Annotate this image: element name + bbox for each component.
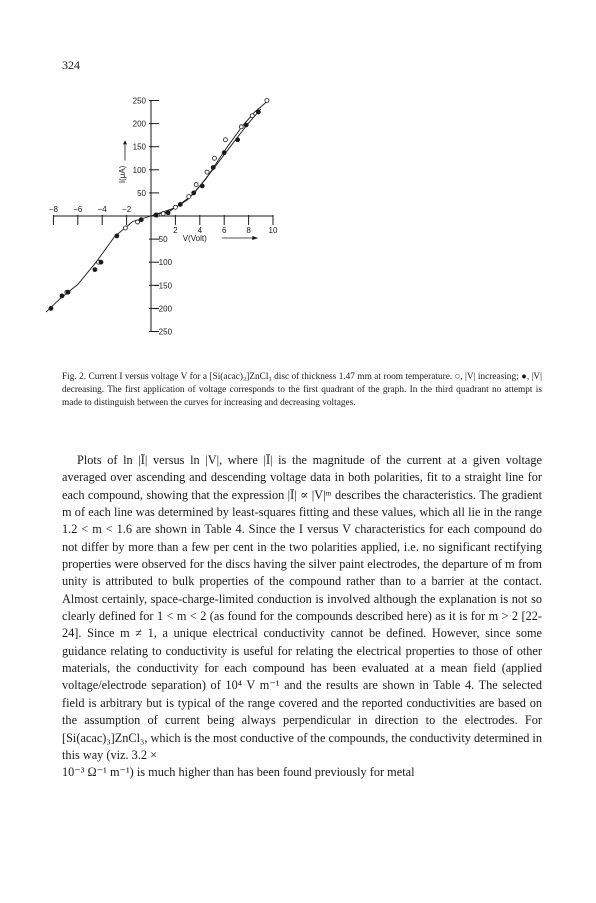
x-tick-label: −2 [122,205,132,214]
decreasing-point [200,184,204,188]
increasing-point [123,226,127,230]
y-tick-label: 50 [137,188,146,198]
increasing-point [250,114,254,118]
y-tick-label: −100 [154,258,173,268]
x-axis-label: V(Volt) [182,234,207,243]
page-number: 324 [62,58,80,72]
increasing-point [212,156,216,160]
body-paragraph: Plots of ln |Ī| versus ln |V|, where |Ī| is the magnitude of the current at a given voltage averaged over ascending and descending voltage data in both polarities, fit to a straight line for each compound, showing that the expression |Ī| ∝ |V|ᵐ describes the characteristics. The gradient m of each line was determined by least-squares fitting and these values, which all lie in the range 1.2 < m < 1.6 are shown in Table 4. Since the I versus V characteristics for each compound do not differ by more than a few per cent in the two polarities applied, i.e. no significant rectifying properties were observed for the discs having the silver paint electrodes, the departure of m from unity is attributed to bulk properties of the compound rather than to a barrier at the contact. Almost certainly, space-charge-limited conduction is involved although the explanation is not so clearly defined for 1 < m < 2 (as found for the compounds described here) as it is for m > 2 [22-24]. Since m ≠ 1, a unique electrical conductivity cannot be defined. However, since some guidance relating to conductivity is useful for relating the electrical properties to those of other materials, the conductivity for each compound has been evaluated at a mean field (applied voltage/electrode separation) of 10⁴ V m⁻¹ and the results are shown in Table 4. The selected field is arbitrary but is typical of the range covered and the reported conductivities are based on the assumption of current being always perpendicular in direction to the electrodes. For [Si(acac)₃]ZnCl₃, which is the most conductive of the compounds, the conductivity determined in this way (viz. 3.2 × [62,453,542,762]
y-tick-label: −250 [154,327,173,337]
figure-caption: Fig. 2. Current I versus voltage V for a [Si(acac)₃]ZnCl₃ disc of thickness 1.47 mm at room temperature. ○, |V| increasing; ●, |V| decreasing. The first application of voltage corresponds to the first quadrant of the graph. In the third quadrant no attempt is made to distinguish between the curves for increasing and decreasing voltages. [62,372,542,409]
x-tick-label: 6 [221,226,227,235]
decreasing-point [139,218,143,222]
x-tick-label: −6 [73,205,83,214]
y-tick-label: −150 [154,281,173,291]
decreasing-point [49,306,53,310]
increasing-point [136,220,140,224]
decreasing-point [222,151,226,155]
y-axis-arrow-head [123,140,127,144]
iv-chart [0,90,596,370]
x-axis-arrow-head [252,236,258,240]
decreasing-point [211,165,215,169]
body-text [62,452,542,780]
y-tick-label: 250 [132,96,146,106]
x-tick-label: 2 [173,226,178,235]
y-tick-label: −200 [154,304,173,314]
decreasing-point [60,294,64,298]
decreasing-point [99,260,103,264]
increasing-point [187,195,191,199]
decreasing-point [256,110,260,114]
increasing-point [265,99,269,103]
increasing-point [173,205,177,209]
decreasing-point [178,202,182,206]
decreasing-point [154,213,158,217]
x-tick-label: −8 [48,205,58,214]
y-tick-label: 150 [132,142,146,152]
increasing-point [194,183,198,187]
y-axis-label: I(μA) [118,165,127,184]
increasing-point [205,170,209,174]
x-tick-label: 10 [268,226,278,235]
decreasing-point [115,234,119,238]
y-tick-label: 200 [132,119,146,129]
increasing-point [161,212,165,216]
y-tick-label: −50 [154,235,168,245]
decreasing-point [166,211,170,215]
decreasing-point [236,138,240,142]
decreasing-point [93,268,97,272]
decreasing-point [192,191,196,195]
x-tick-label: −4 [97,205,107,214]
decreasing-point [66,290,70,294]
increasing-point [223,138,227,142]
y-tick-label: 100 [132,165,146,175]
decreasing-point [244,123,248,127]
x-tick-label: 4 [197,226,203,235]
increasing-point [239,125,243,129]
body-cutoff-line: 10⁻³ Ω⁻¹ m⁻¹) is much higher than has been found previously for metal [62,765,415,780]
x-tick-label: 8 [246,226,251,235]
